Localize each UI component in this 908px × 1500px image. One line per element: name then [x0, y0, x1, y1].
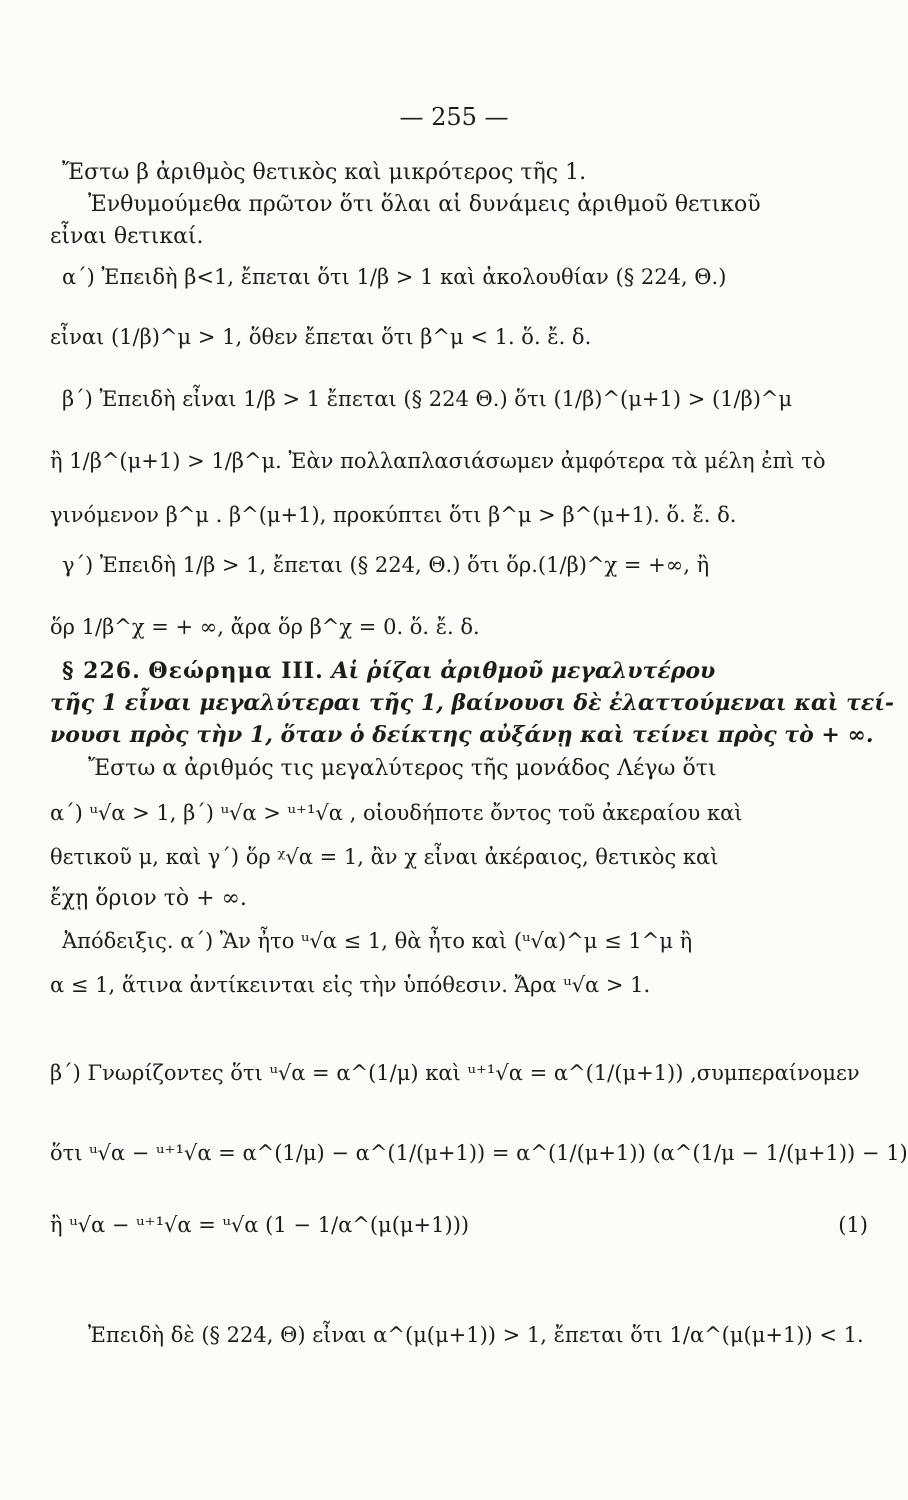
- text-line: Ἔστω α ἀριθμός τις μεγαλύτερος τῆς μονάδος Λέγω ὅτι: [88, 756, 717, 781]
- math-line: α΄) Ἐπειδὴ β<1, ἔπεται ὅτι 1/β > 1 καὶ ἀκολουθίαν (§ 224, Θ.): [62, 265, 727, 289]
- section-number: § 226.: [62, 658, 141, 684]
- page-number: — 255 —: [399, 103, 509, 131]
- text-line: Ἐνθυμούμεθα πρῶτον ὅτι ὅλαι αἱ δυνάμεις ἀριθμοῦ θετικοῦ: [88, 192, 761, 217]
- math-line: α ≤ 1, ἅτινα ἀντίκεινται εἰς τὴν ὑπόθεσιν. Ἄρα ᵘ√α > 1.: [50, 973, 651, 997]
- math-line: β΄) Γνωρίζοντες ὅτι ᵘ√α = α^(1/μ) καὶ ᵘ⁺¹√α = α^(1/(μ+1)) ,συμπεραίνομεν: [50, 1061, 860, 1085]
- text-line: εἶναι θετικαί.: [50, 224, 204, 249]
- equation-text: ἢ ᵘ√α − ᵘ⁺¹√α = ᵘ√α (1 − 1/α^(μ(μ+1))): [50, 1213, 470, 1237]
- theorem-label: Θεώρημα III.: [148, 658, 324, 684]
- theorem-statement: νουσι πρὸς τὴν 1, ὅταν ὁ δείκτης αὐξάνῃ καὶ τείνει πρὸς τὸ + ∞.: [50, 722, 874, 748]
- section-heading: [62, 656, 868, 686]
- math-line: ὅρ 1/β^χ = + ∞, ἄρα ὅρ β^χ = 0. ὅ. ἔ. δ.: [50, 615, 480, 639]
- math-line: εἶναι (1/β)^μ > 1, ὅθεν ἔπεται ὅτι β^μ < 1. ὅ. ἔ. δ.: [50, 325, 592, 349]
- math-line: Ἐπειδὴ δὲ (§ 224, Θ) εἶναι α^(μ(μ+1)) > 1, ἔπεται ὅτι 1/α^(μ(μ+1)) < 1.: [88, 1323, 864, 1347]
- theorem-statement: τῆς 1 εἶναι μεγαλύτεραι τῆς 1, βαίνουσι δὲ ἐλαττούμεναι καὶ τεί-: [50, 690, 895, 716]
- equation-line: [50, 1210, 868, 1240]
- proof-line: Ἀπόδειξις. α΄) Ἂν ἦτο ᵘ√α ≤ 1, θὰ ἦτο καὶ (ᵘ√α)^μ ≤ 1^μ ἢ: [62, 929, 693, 953]
- math-line: β΄) Ἐπειδὴ εἶναι 1/β > 1 ἔπεται (§ 224 Θ.) ὅτι (1/β)^(μ+1) > (1/β)^μ: [62, 387, 793, 411]
- equation-number: (1): [838, 1213, 868, 1237]
- math-line: ὅτι ᵘ√α − ᵘ⁺¹√α = α^(1/μ) − α^(1/(μ+1)) = α^(1/(μ+1)) (α^(1/μ − 1/(μ+1)) − 1): [50, 1141, 908, 1165]
- text-line: Ἔστω β ἀριθμὸς θετικὸς καὶ μικρότερος τῆς 1.: [62, 160, 587, 185]
- math-line: α΄) ᵘ√α > 1, β΄) ᵘ√α > ᵘ⁺¹√α , οἱουδήποτε ὄντος τοῦ ἀκεραίου καὶ: [50, 801, 743, 825]
- math-line: ἢ 1/β^(μ+1) > 1/β^μ. Ἐὰν πολλαπλασιάσωμεν ἀμφότερα τὰ μέλη ἐπὶ τὸ: [50, 449, 826, 473]
- math-line: θετικοῦ μ, καὶ γ΄) ὅρ ᵡ√α = 1, ἂν χ εἶναι ἀκέραιος, θετικὸς καὶ: [50, 845, 719, 869]
- theorem-statement: Αἱ ῥίζαι ἀριθμοῦ μεγαλυτέρου: [331, 658, 716, 684]
- math-line: γ΄) Ἐπειδὴ 1/β > 1, ἔπεται (§ 224, Θ.) ὅτι ὅρ.(1/β)^χ = +∞, ἢ: [62, 553, 710, 577]
- text-line: ἔχῃ ὅριον τὸ + ∞.: [50, 886, 247, 911]
- math-line: γινόμενον β^μ . β^(μ+1), προκύπτει ὅτι β^μ > β^(μ+1). ὅ. ἔ. δ.: [50, 503, 737, 527]
